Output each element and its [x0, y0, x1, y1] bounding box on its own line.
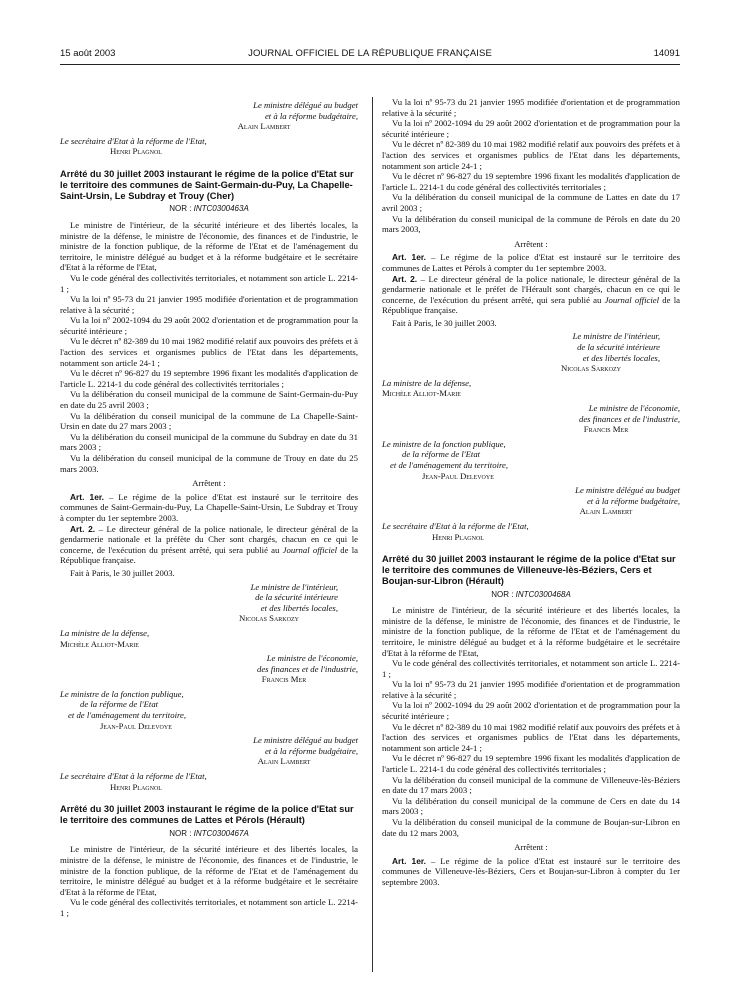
signatory-name: Henri Plagnol [110, 781, 162, 792]
left-column [60, 97, 358, 919]
signatory-name: Alain Lambert [257, 756, 311, 767]
decree-paragraph: Vu la délibération du conseil municipal de la commune du Subdray en date du 31 mars 2003 ; [60, 431, 358, 453]
decree-paragraph: Le ministre de l'intérieur, de la sécurité intérieure et des libertés locales, la ministre de la défense, le ministre de l'économie, des finances et de l'industrie, le ministre de la fonction publique, de la réforme de l'Etat et de l'aménagement du territoire, le ministre délégué au budget et à la réforme budgétaire et le secrétaire d'Etat à la réforme de l'Etat, [60, 219, 358, 273]
header-rule [60, 64, 680, 65]
nor-label: NOR : [169, 204, 194, 214]
decree-paragraph: Vu la loi nº 2002-1094 du 29 août 2002 d'orientation et de programmation pour la sécurité intérieure ; [60, 315, 358, 336]
signature-block [382, 378, 680, 399]
decree-paragraph: Vu le décret nº 82-389 du 10 mai 1982 modifié relatif aux pouvoirs des préfets et à l'action des services et organismes publics de l'Etat dans les départements, notamment son article 24-1 ; [382, 139, 680, 171]
signatory-name: Michèle Alliot-Marie [382, 388, 461, 399]
signature-block [60, 136, 358, 157]
signature-title: et de l'aménagement du territoire, [68, 710, 187, 721]
signature-title: et à la réforme budgétaire, [264, 110, 358, 121]
decree-paragraph: Le ministre de l'intérieur, de la sécurité intérieure et des libertés locales, la ministre de la défense, le ministre de l'économie, des finances et de l'industrie, le ministre de la fonction publique, de la réforme de l'Etat et de l'aménagement du territoire, le ministre délégué au budget et à la réforme budgétaire et le secrétaire d'Etat à la réforme de l'Etat, [60, 844, 358, 897]
decree-paragraph: Vu le décret nº 96-827 du 19 septembre 1996 fixant les modalités d'application de l'article L. 2214-1 du code général des collectivités territoriales ; [60, 368, 358, 389]
signatory-name: Jean-Paul Delevoye [422, 470, 494, 481]
article-text: – Le régime de la police d'Etat est instauré sur le territoire des communes de Saint-Germain-du-Puy, La Chapelle-Saint-Ursin, Le Subdray et Trouy à compter du 1er septembre 2003. [60, 491, 358, 523]
journal-title: JOURNAL OFFICIEL DE LA RÉPUBLIQUE FRANÇAISE [248, 48, 492, 59]
decree-paragraph: Vu la délibération du conseil municipal de la commune de Villeneuve-lès-Béziers en date du 17 mars 2003 ; [382, 774, 680, 796]
arrete-heading: Arrêtent : [514, 842, 548, 853]
journal-officiel-ref: Journal officiel [604, 294, 660, 305]
article-text: de la République française. [382, 294, 680, 316]
decree-paragraph: Vu la délibération du conseil municipal de la commune de Trouy en date du 25 mars 2003. [60, 453, 358, 474]
signatory-name: Jean-Paul Delevoye [100, 720, 172, 731]
signature-block [60, 100, 358, 132]
right-column [382, 97, 680, 888]
signature-title: La ministre de la défense, [60, 627, 150, 638]
signature-title: Le ministre de l'intérieur, [250, 581, 338, 592]
signatory-name: Michèle Alliot-Marie [60, 638, 139, 649]
decree-paragraph: Vu la loi nº 95-73 du 21 janvier 1995 modifiée d'orientation et de programmation relative à la sécurité ; [60, 294, 358, 315]
article-label: Art. 2. [70, 523, 96, 534]
signature-title: Le secrétaire d'Etat à la réforme de l'Etat, [60, 135, 207, 146]
decree-paragraph: Vu la délibération du conseil municipal de la commune de La Chapelle-Saint-Ursin en date du 27 mars 2003 ; [60, 410, 358, 432]
signatory-name: Henri Plagnol [432, 531, 484, 542]
signature-title: Le ministre de la fonction publique, [60, 688, 184, 699]
signature-block [382, 485, 680, 517]
header-date: 15 août 2003 [60, 48, 116, 59]
column-divider [372, 97, 373, 972]
decree-paragraph: Vu le décret nº 96-827 du 19 septembre 1996 fixant les modalités d'application de l'article L. 2214-1 du code général des collectivités territoriales ; [382, 753, 680, 775]
article-label: Art. 1er. [392, 855, 426, 866]
decree-title: Arrêté du 30 juillet 2003 instaurant le régime de la police d'Etat sur le territoire des communes de Saint-Germain-du-Puy, La Chapelle-Saint-Ursin, Le Subdray et Trouy (Cher) [60, 168, 354, 201]
signature-block [60, 628, 358, 649]
signature-title: de la sécurité intérieure [255, 592, 338, 603]
article-text: – Le régime de la police d'Etat est instauré sur le territoire des communes de Villeneuve-lès-Béziers, Cers et Boujan-sur-Libron à compter du 1er septembre 2003. [382, 855, 680, 887]
signature-title: Le ministre de l'économie, [588, 403, 680, 414]
article-text: – Le directeur général de la police nationale, le directeur général de la gendarmerie nationale et la préfète du Cher sont chargés, chacun en ce qui le concerne, de l'exécution du présent arrêté, qui sera publié au [60, 523, 358, 555]
signature-title: Le ministre de l'intérieur, [572, 331, 660, 342]
nor-label: NOR : [169, 828, 194, 838]
decree-paragraph: Vu la loi nº 2002-1094 du 29 août 2002 d'orientation et de programmation pour la sécurité intérieure ; [382, 118, 680, 139]
signatory-name: Francis Mer [261, 674, 307, 685]
nor-code: INTC0300463A [193, 204, 249, 214]
signatory-name: Nicolas Sarkozy [239, 613, 299, 624]
decree-title: Arrêté du 30 juillet 2003 instaurant le régime de la police d'Etat sur le territoire des communes de Lattes et Pérols (Hérault) [60, 804, 354, 826]
signature-title: et des libertés locales, [260, 602, 338, 613]
signature-title: des finances et de l'industrie, [256, 663, 358, 674]
decree-title: Arrêté du 30 juillet 2003 instaurant le régime de la police d'Etat sur le territoire des communes de Villeneuve-lès-Béziers, Cers et Boujan-sur-Libron (Hérault) [382, 554, 676, 586]
article [382, 274, 680, 316]
arrete-heading: Arrêtent : [514, 238, 548, 249]
page-header [60, 48, 680, 62]
signature-title: et à la réforme budgétaire, [264, 745, 358, 756]
signing-place-date: Fait à Paris, le 30 juillet 2003. [70, 567, 175, 578]
article-text: – Le directeur général de la police nationale, le directeur général de la gendarmerie nationale et le préfet de l'Hérault sont chargés, chacun en ce qui le concerne, de l'exécution du présent arrêté, qui sera publié au [382, 273, 680, 305]
decree-paragraph: Vu le décret nº 96-827 du 19 septembre 1996 fixant les modalités d'application de l'article L. 2214-1 du code général des collectivités territoriales ; [382, 171, 680, 192]
article [382, 252, 680, 273]
decree-paragraph: Vu la délibération du conseil municipal de la commune de Boujan-sur-Libron en date du 12 mars 2003, [382, 817, 680, 838]
signatory-name: Alain Lambert [237, 121, 291, 132]
signature-block [382, 439, 680, 481]
decree-paragraph: Vu la délibération du conseil municipal de la commune de Cers en date du 14 mars 2003 ; [382, 795, 680, 817]
signature-title: et à la réforme budgétaire, [586, 495, 680, 506]
decree-paragraph: Vu la délibération du conseil municipal de la commune de Lattes en date du 17 avril 2003 ; [382, 192, 680, 213]
decree-paragraph: Vu la loi nº 95-73 du 21 janvier 1995 modifiée d'orientation et de programmation relative à la sécurité ; [382, 679, 680, 700]
journal-officiel-ref: Journal officiel [282, 544, 338, 555]
article [60, 492, 358, 524]
arrete-heading: Arrêtent : [192, 478, 226, 489]
signatory-name: Francis Mer [583, 424, 629, 435]
decree-paragraph: Le ministre de l'intérieur, de la sécurité intérieure et des libertés locales, la ministre de la défense, le ministre de l'économie, des finances et de l'industrie, le ministre de la fonction publique, de la réforme de l'Etat et de l'aménagement du territoire, le ministre délégué au budget et à la réforme budgétaire et le secrétaire d'Etat à la réforme de l'Etat, [382, 605, 680, 658]
decree-paragraph: Vu la délibération du conseil municipal de la commune de Saint-Germain-du-Puy en date du 25 avril 2003 ; [60, 389, 358, 411]
decree-paragraph: Vu le code général des collectivités territoriales, et notamment son article L. 2214-1 ; [60, 272, 358, 294]
signature-title: et des libertés locales, [582, 352, 660, 363]
signatory-name: Nicolas Sarkozy [561, 363, 621, 374]
decree-paragraph: Vu la loi nº 2002-1094 du 29 août 2002 d'orientation et de programmation pour la sécurité intérieure ; [382, 700, 680, 722]
signature-title: de la sécurité intérieure [577, 342, 660, 353]
signature-block [60, 771, 358, 792]
signature-title: La ministre de la défense, [382, 377, 472, 388]
decree-paragraph: Vu le décret nº 82-389 du 10 mai 1982 modifié relatif aux pouvoirs des préfets et à l'action des services et organismes publics de l'Etat dans les départements, notamment son article 24-1 ; [382, 721, 680, 753]
decree-paragraph: Vu le code général des collectivités territoriales, et notamment son article L. 2214-1 ; [382, 658, 680, 679]
nor-code: INTC0300468A [515, 589, 571, 599]
signature-block [60, 582, 358, 624]
article-text: de la République française. [60, 544, 358, 566]
signatory-name: Henri Plagnol [110, 146, 162, 157]
signature-title: Le secrétaire d'Etat à la réforme de l'Etat, [382, 520, 529, 531]
signature-block [60, 689, 358, 731]
nor-reference [60, 204, 358, 215]
signature-block [60, 653, 358, 685]
signature-title: de la réforme de l'Etat [402, 449, 481, 460]
decree-paragraph: Vu la délibération du conseil municipal de la commune de Pérols en date du 20 mars 2003, [382, 213, 680, 235]
signature-title: Le ministre délégué au budget [575, 485, 680, 496]
article-label: Art. 1er. [392, 252, 426, 263]
signatory-name: Alain Lambert [579, 506, 633, 517]
article-label: Art. 1er. [70, 491, 104, 502]
signature-block [382, 331, 680, 373]
decree-paragraph: Vu le code général des collectivités territoriales, et notamment son article L. 2214-1 ; [60, 897, 358, 918]
nor-reference [382, 590, 680, 601]
article [60, 524, 358, 566]
decree-paragraph: Vu le décret nº 82-389 du 10 mai 1982 modifié relatif aux pouvoirs des préfets et à l'action des services et organismes publics de l'Etat dans les départements, notamment son article 24-1 ; [60, 336, 358, 368]
signature-title: Le ministre de la fonction publique, [382, 438, 506, 449]
page-number: 14091 [653, 48, 680, 59]
nor-label: NOR : [491, 589, 516, 599]
decree-paragraph: Vu la loi nº 95-73 du 21 janvier 1995 modifiée d'orientation et de programmation relative à la sécurité ; [382, 97, 680, 118]
signature-title: Le ministre délégué au budget [253, 100, 358, 110]
nor-code: INTC0300467A [193, 828, 249, 838]
signature-title: et de l'aménagement du territoire, [390, 460, 509, 470]
signature-title: Le secrétaire d'Etat à la réforme de l'Etat, [60, 771, 207, 782]
signature-title: de la réforme de l'Etat [80, 699, 159, 710]
article-label: Art. 2. [392, 273, 418, 284]
signature-title: Le ministre délégué au budget [253, 735, 358, 746]
signing-place-date: Fait à Paris, le 30 juillet 2003. [392, 317, 497, 328]
article-text: – Le régime de la police d'Etat est instauré sur le territoire des communes de Lattes et Pérols à compter du 1er septembre 2003. [382, 252, 680, 273]
signature-block [60, 735, 358, 767]
signature-title: Le ministre de l'économie, [266, 653, 358, 664]
signature-block [382, 403, 680, 435]
article [382, 856, 680, 888]
signature-title: des finances et de l'industrie, [578, 413, 680, 424]
nor-reference [60, 829, 358, 840]
signature-block [382, 521, 680, 542]
